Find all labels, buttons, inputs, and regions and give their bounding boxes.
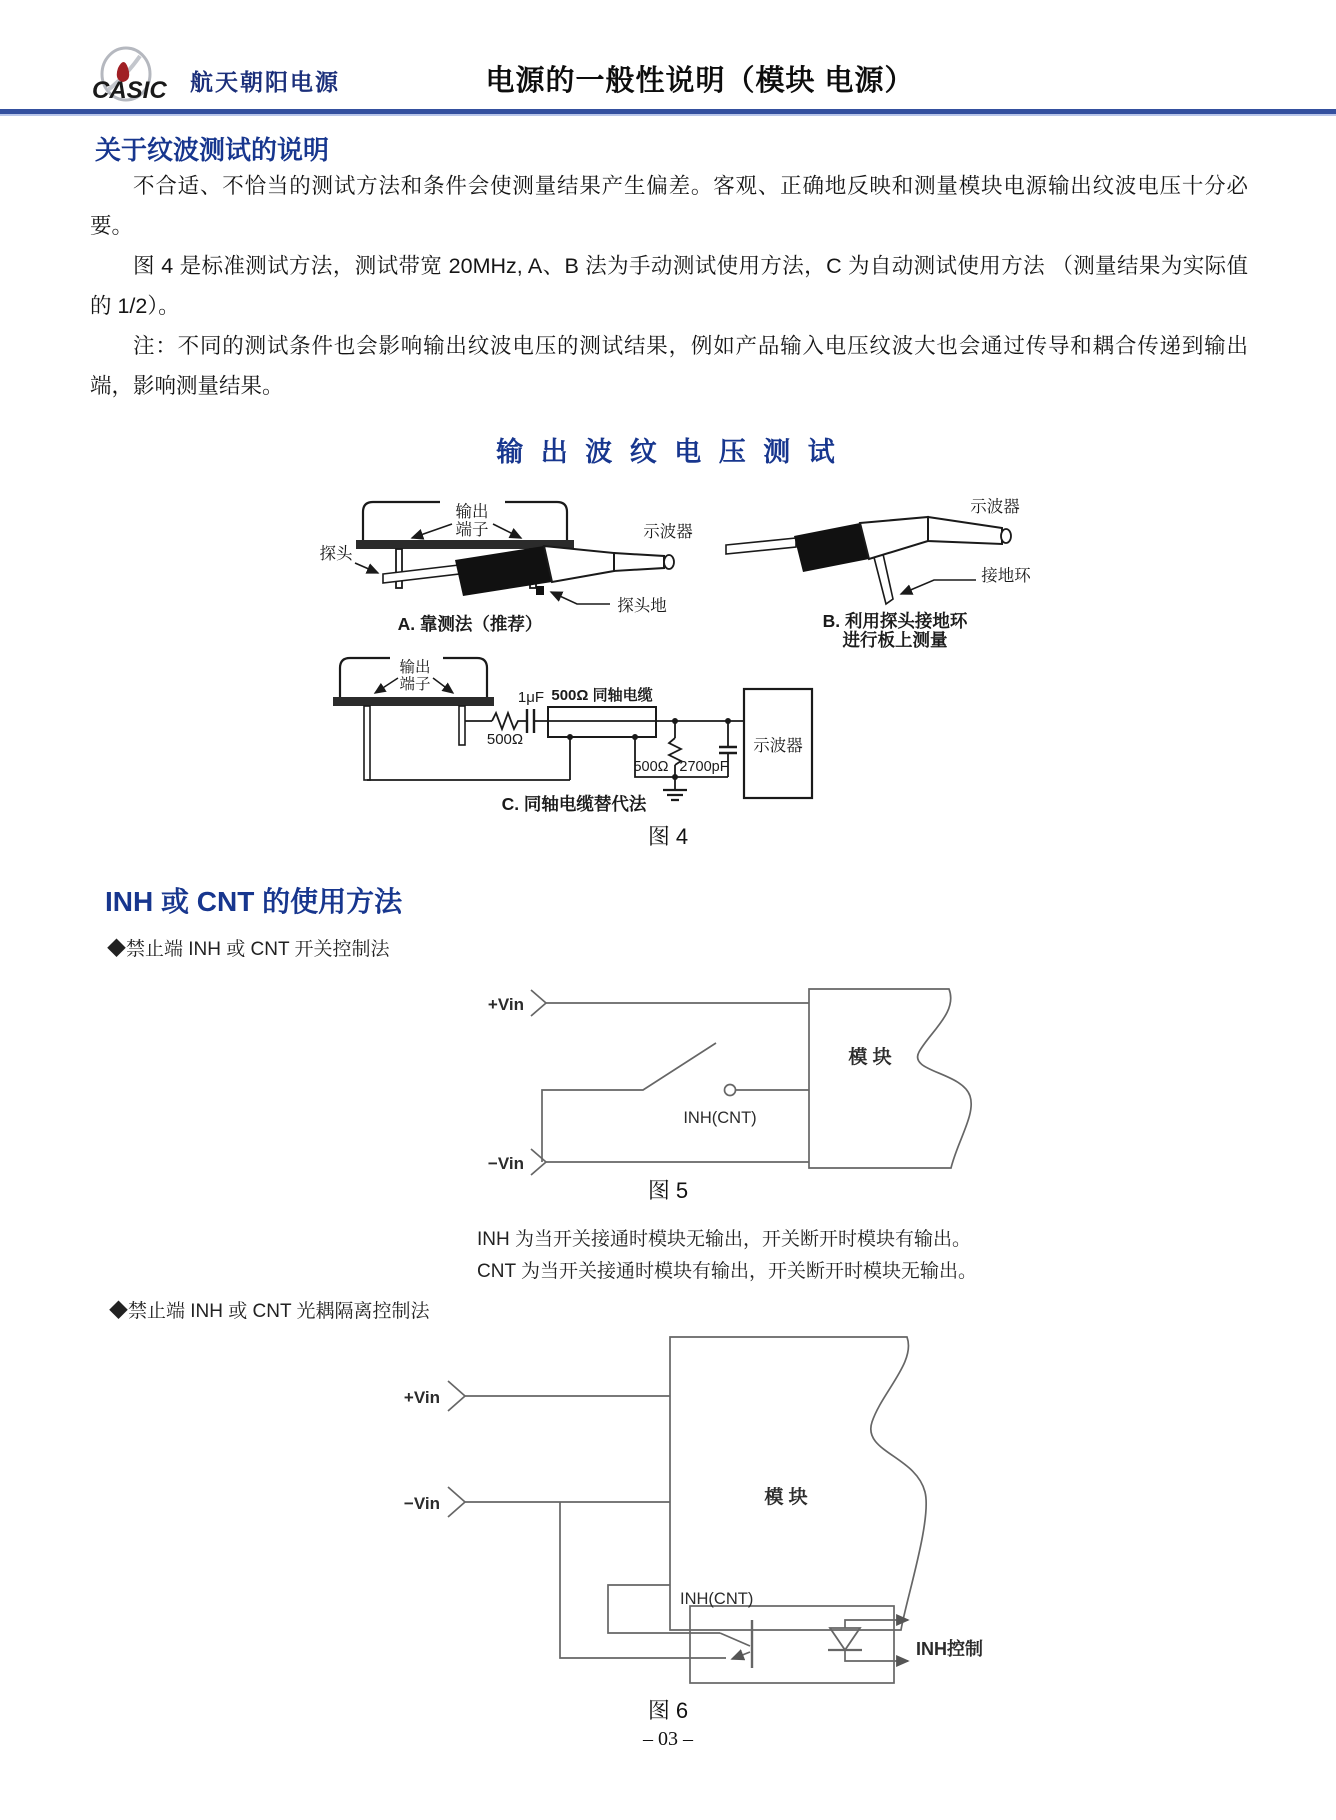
- input-connector-icon: [448, 1487, 465, 1517]
- oscilloscope-label: 示波器: [643, 523, 693, 541]
- series-capacitor: [527, 709, 534, 733]
- probe-arrow: [355, 563, 378, 573]
- series-resistor: [492, 713, 522, 729]
- module-label: 模 块: [764, 1487, 808, 1508]
- inh-pin-label: INH(CNT): [680, 1590, 754, 1608]
- ground-icon: [663, 790, 687, 800]
- probe-taper: [544, 546, 614, 582]
- probe-cable-end: [664, 555, 674, 569]
- brand-name: 航天朝阳电源: [190, 69, 340, 95]
- transistor-collector: [720, 1633, 750, 1646]
- probe-ground-label: 探头地: [617, 597, 667, 615]
- terminal-arrow: [412, 524, 452, 538]
- module-box: [809, 989, 971, 1168]
- probe-taper: [860, 517, 928, 559]
- paragraph-2: 图 4 是标准测试方法，测试带宽 20MHz, A、B 法为手动测试使用方法，C 为自动测试使用方法 （测量结果为实际值的 1/2）。: [90, 254, 1248, 318]
- diagram-b-caption-1: B. 利用探头接地环: [822, 611, 968, 631]
- series-resistor-value: 500Ω: [486, 731, 524, 748]
- input-connector-icon: [531, 990, 546, 1016]
- paragraph-1: 不合适、不恰当的测试方法和条件会使测量结果产生偏差。客观、正确地反映和测量模块电源输出纹波电压十分必要。: [90, 174, 1248, 238]
- terminal-pin: [364, 706, 370, 780]
- oscilloscope-label: 示波器: [970, 498, 1020, 516]
- vin-minus-label: −Vin: [403, 1494, 440, 1513]
- inh-control-label: INH控制: [916, 1639, 983, 1659]
- probe-neck: [928, 517, 1002, 544]
- module-label: 模 块: [848, 1047, 892, 1068]
- series-capacitor-value: 1μF: [517, 689, 545, 706]
- output-terminal-label: 输出: [399, 659, 431, 676]
- terminal-pin: [459, 706, 465, 745]
- output-terminal-label: 输出: [455, 503, 489, 521]
- bullet-opto-control: ◆禁止端 INH 或 CNT 光耦隔离控制法: [109, 1301, 430, 1322]
- output-terminal-label: 端子: [399, 676, 431, 693]
- inh-pin-node: [725, 1085, 736, 1096]
- vin-plus-label: +Vin: [487, 995, 524, 1014]
- ground-ring-arrow: [901, 580, 976, 594]
- probe-neck: [614, 553, 664, 571]
- terminal-arrow: [375, 678, 398, 693]
- terminal-arrow: [493, 524, 521, 538]
- coax-cable-label: 500Ω 同轴电缆: [551, 687, 653, 704]
- ground-ring-label: 接地环: [981, 567, 1031, 585]
- output-terminal-label: 端子: [455, 521, 489, 539]
- probe-tip: [383, 565, 459, 583]
- vin-minus-label: −Vin: [487, 1154, 524, 1173]
- figure5-diagram: [488, 989, 971, 1175]
- figure4-caption: 图 4: [647, 824, 689, 849]
- probe-ground-arrow: [551, 592, 610, 604]
- figure4-title: 输 出 波 纹 电 压 测 试: [496, 437, 840, 467]
- section-heading-inh-cnt: INH 或 CNT 的使用方法: [105, 886, 403, 917]
- diode-icon: [830, 1628, 860, 1650]
- page-title: 电源的一般性说明（模块 电源）: [485, 65, 915, 97]
- vin-plus-label: +Vin: [403, 1388, 440, 1407]
- input-connector-icon: [448, 1381, 465, 1411]
- bullet-switch-control: ◆禁止端 INH 或 CNT 开关控制法: [107, 939, 390, 960]
- figure5-caption: 图 5: [647, 1178, 689, 1203]
- coax-cable-box: [548, 707, 656, 737]
- opto-output-bottom-wire: [845, 1650, 908, 1661]
- shunt-capacitor: [719, 747, 737, 753]
- diagram-a-caption: A. 靠测法（推荐）: [397, 614, 543, 634]
- oscilloscope-label: 示波器: [753, 737, 803, 755]
- terminal-arrow: [433, 678, 453, 693]
- probe-cable-end: [1001, 529, 1011, 543]
- module-box: [670, 1337, 926, 1630]
- probe-body: [794, 523, 869, 572]
- probe-ground-lug: [536, 586, 544, 595]
- logo-text: CASIC: [92, 77, 167, 104]
- diagram-b-caption-2: 进行板上测量: [842, 630, 948, 650]
- note-cnt: CNT 为当开关接通时模块有输出，开关断开时模块无输出。: [477, 1261, 977, 1282]
- page-number: – 03 –: [643, 1728, 693, 1750]
- figure4-diagram: [333, 502, 1011, 800]
- paragraph-3: 注：不同的测试条件也会影响输出纹波电压的测试结果，例如产品输入电压纹波大也会通过传导和耦合传递到输出端，影响测量结果。: [90, 334, 1248, 398]
- shunt-capacitor-value: 2700pF: [679, 759, 729, 775]
- module-baseplate: [333, 697, 494, 706]
- probe-tip: [726, 538, 796, 554]
- shunt-resistor-value: 500Ω: [633, 759, 669, 775]
- figure6-caption: 图 6: [647, 1698, 689, 1723]
- inh-pin-label: INH(CNT): [683, 1109, 757, 1127]
- note-inh: INH 为当开关接通时模块无输出，开关断开时模块有输出。: [477, 1229, 972, 1250]
- figure6-diagram: [404, 1337, 983, 1683]
- switch-icon: [542, 1043, 716, 1162]
- section-heading-ripple: 关于纹波测试的说明: [95, 135, 330, 165]
- return-wire: [367, 737, 570, 780]
- probe-label: 探头: [319, 545, 353, 563]
- transistor-emitter-arrow: [732, 1652, 750, 1659]
- input-connector-icon: [531, 1149, 546, 1175]
- diagram-c-caption: C. 同轴电缆替代法: [501, 794, 647, 814]
